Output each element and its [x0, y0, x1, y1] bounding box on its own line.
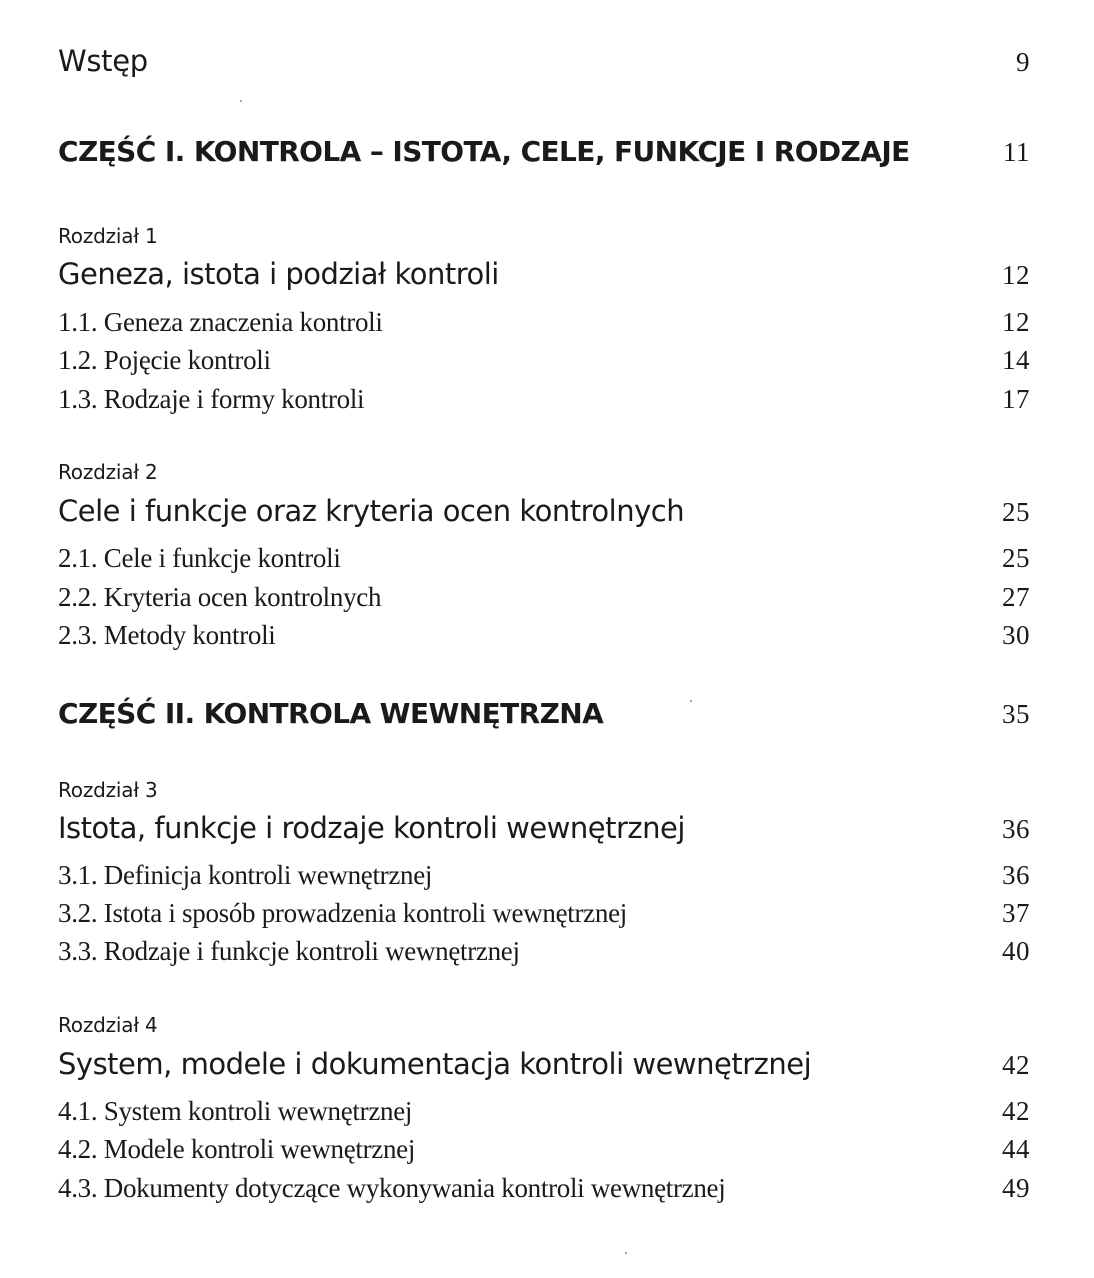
page-number: 37 — [1002, 898, 1030, 928]
chapter-label: Rozdział 1 — [58, 224, 158, 248]
toc-entry-section — [58, 1134, 1030, 1165]
toc-entry-section — [58, 1173, 1030, 1204]
section-title: 3.3. Rodzaje i funkcje kontroli wewnętrznej — [58, 936, 520, 966]
chapter-label: Rozdział 3 — [58, 778, 158, 802]
section-title: 4.1. System kontroli wewnętrznej — [58, 1096, 413, 1126]
entry-title: Wstęp — [58, 44, 148, 78]
toc-entry-section — [58, 1096, 1030, 1127]
chapter-title: Cele i funkcje oraz kryteria ocen kontrolnych — [58, 494, 685, 528]
page-number: 42 — [1002, 1096, 1030, 1126]
page-number: 30 — [1002, 620, 1030, 650]
chapter-label: Rozdział 4 — [58, 1013, 158, 1037]
toc-entry-section — [58, 384, 1030, 415]
section-title: 3.2. Istota i sposób prowadzenia kontroli wewnętrznej — [58, 898, 627, 928]
toc-entry-section — [58, 620, 1030, 651]
toc-entry-section — [58, 936, 1030, 967]
section-title: 1.3. Rodzaje i formy kontroli — [58, 384, 365, 414]
toc-entry-chapter-4 — [58, 1047, 1030, 1081]
page-number: 14 — [1002, 345, 1030, 375]
toc-entry-part-2 — [58, 697, 1030, 730]
toc-entry-part-1 — [58, 135, 1030, 168]
toc-entry-section — [58, 898, 1030, 929]
toc-entry-section — [58, 345, 1030, 376]
page-number: 49 — [1002, 1173, 1030, 1203]
toc-entry-section — [58, 307, 1030, 338]
page-number: 27 — [1002, 582, 1030, 612]
toc-entry-chapter-2 — [58, 494, 1030, 528]
section-title: 2.2. Kryteria ocen kontrolnych — [58, 582, 382, 612]
page-number: 36 — [1002, 814, 1030, 844]
part-title: CZĘŚĆ I. KONTROLA – ISTOTA, CELE, FUNKCJE I RODZAJE — [58, 135, 910, 168]
section-title: 2.1. Cele i funkcje kontroli — [58, 543, 341, 573]
chapter-label: Rozdział 2 — [58, 460, 158, 484]
page-number: 42 — [1002, 1050, 1030, 1080]
scan-speck — [625, 1252, 627, 1254]
page-number: 25 — [1002, 543, 1030, 573]
page-number: 17 — [1002, 384, 1030, 414]
section-title: 4.3. Dokumenty dotyczące wykonywania kontroli wewnętrznej — [58, 1173, 726, 1203]
page-number: 9 — [1016, 47, 1030, 77]
toc-entry-section — [58, 860, 1030, 891]
toc-entry-chapter-3 — [58, 811, 1030, 845]
chapter-title: Geneza, istota i podział kontroli — [58, 257, 499, 291]
page-number: 40 — [1002, 936, 1030, 966]
chapter-title: Istota, funkcje i rodzaje kontroli wewnętrznej — [58, 811, 685, 845]
section-title: 1.2. Pojęcie kontroli — [58, 345, 271, 375]
toc-entry-section — [58, 543, 1030, 574]
scan-speck — [240, 100, 242, 102]
toc-entry-chapter-1 — [58, 257, 1030, 291]
section-title: 1.1. Geneza znaczenia kontroli — [58, 307, 383, 337]
page-number: 25 — [1002, 497, 1030, 527]
page-number: 12 — [1002, 307, 1030, 337]
toc-entry-section — [58, 582, 1030, 613]
section-title: 4.2. Modele kontroli wewnętrznej — [58, 1134, 416, 1164]
page-number: 36 — [1002, 860, 1030, 890]
page-number: 35 — [1002, 699, 1030, 729]
section-title: 3.1. Definicja kontroli wewnętrznej — [58, 860, 433, 890]
page-number: 44 — [1002, 1134, 1030, 1164]
toc-entry-intro — [58, 44, 1030, 78]
scan-speck — [690, 700, 692, 702]
part-title: CZĘŚĆ II. KONTROLA WEWNĘTRZNA — [58, 697, 604, 730]
chapter-title: System, modele i dokumentacja kontroli wewnętrznej — [58, 1047, 812, 1081]
section-title: 2.3. Metody kontroli — [58, 620, 276, 650]
page-number: 12 — [1002, 260, 1030, 290]
page-number: 11 — [1003, 137, 1030, 167]
